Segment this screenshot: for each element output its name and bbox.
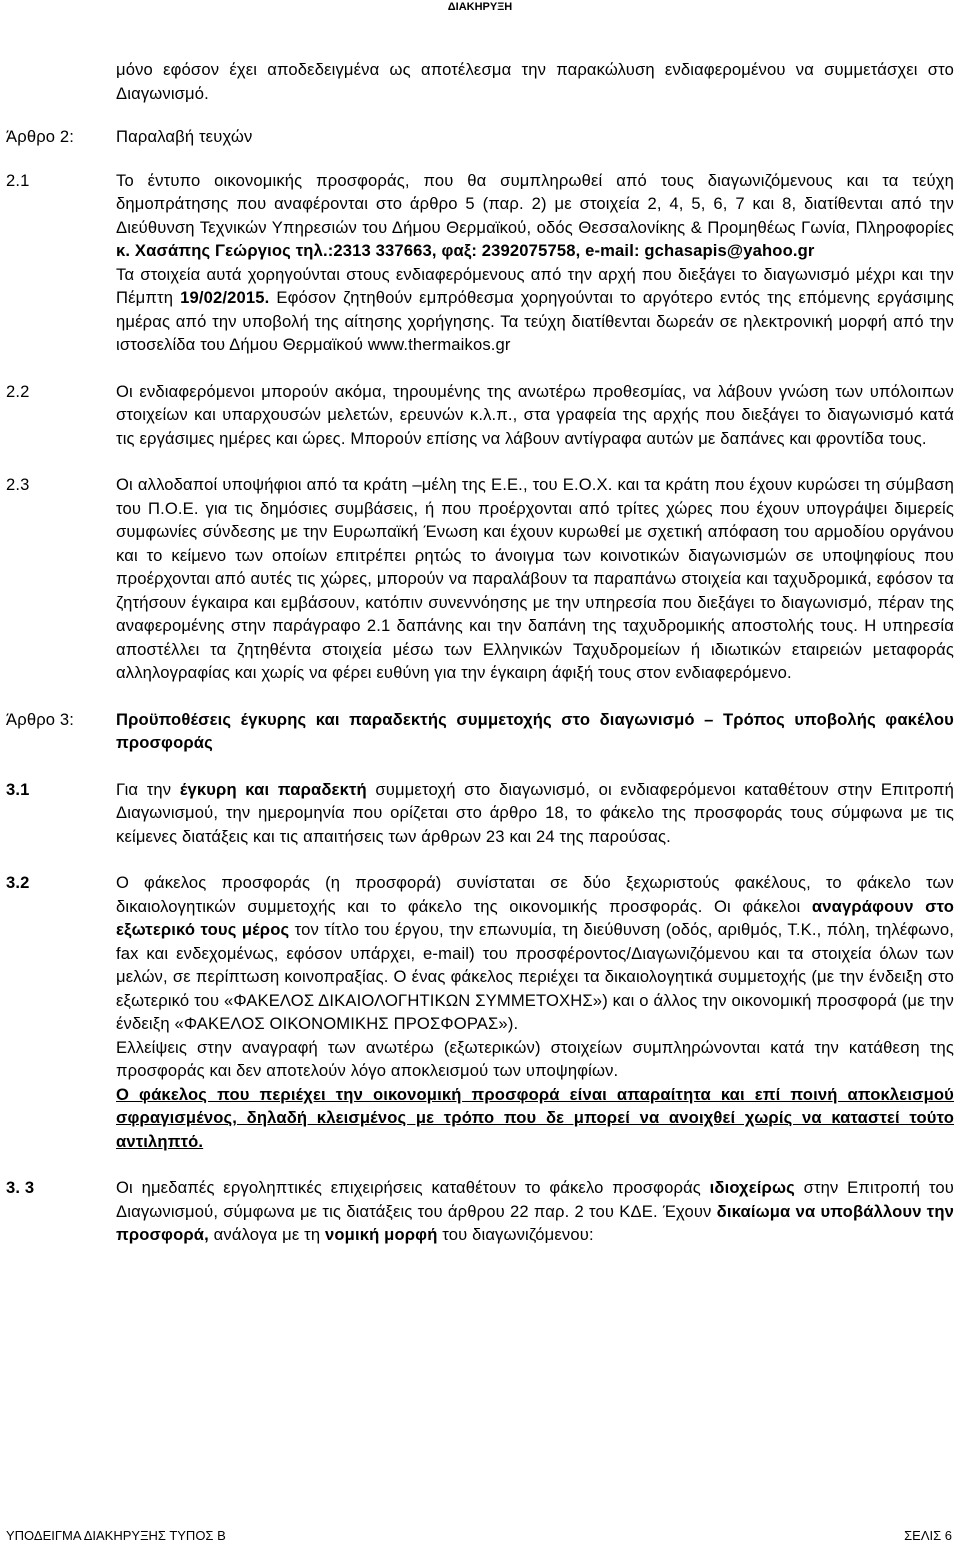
paragraph: Οι ημεδαπές εργοληπτικές επιχειρήσεις καταθέτουν το φάκελο προσφοράς ιδιοχείρως στην Επιτροπή του Διαγωνισμού, σύμφωνα με τις διατάξεις του άρθρου 22 παρ. 2 του ΚΔΕ. Έχουν δικαίωμα να υποβάλλουν την προσφορά, ανάλογα με τη νομική μορφή του διαγωνιζόμενου:	[116, 1178, 954, 1244]
article-3-label: Άρθρο 3:	[6, 709, 75, 729]
section-2-3	[6, 473, 954, 685]
section-3-3	[6, 1176, 954, 1247]
paragraph: Οι ενδιαφερόμενοι μπορούν ακόμα, τηρουμένης της ανωτέρω προθεσμίας, να λάβουν γνώση των υπόλοιπων στοιχείων και υπαρχουσών μελετών, ερευνών κ.λ.π., στα γραφεία της αρχής που διεξάγει το διαγωνισμό κατά τις εργάσιμες ημέρες και ώρες. Μπορούν επίσης να λάβουν αντίγραφα αυτών με δαπάνες και φροντίδα τους.	[116, 381, 954, 448]
paragraph: Το έντυπο οικονομικής προσφοράς, που θα συμπληρωθεί από τους διαγωνιζόμενους και τα τεύχη δημοπράτησης που αναφέρονται στο άρθρο 5 (παρ. 2) με στοιχεία 2, 4, 5, 6, 7 και 8, διατίθενται από την Διεύθυνση Τεχνικών Υπηρεσιών του Δήμου Θερμαϊκού, οδός Θεσσαλονίκης & Προμηθέως Γωνία, Πληροφορίες κ. Χασάπης Γεώργιος τηλ.:2313 337663, φαξ: 2392075758, e-mail: gchasapis@yahoo.gr	[116, 170, 954, 260]
section-number: 2.2	[6, 381, 30, 401]
section-number: 2.3	[6, 475, 30, 494]
article-2-heading	[6, 125, 954, 149]
section-2-1	[6, 169, 954, 357]
article-2-title: Παραλαβή τευχών	[116, 127, 253, 146]
paragraph: Για την έγκυρη και παραδεκτή συμμετοχή στο διαγωνισμό, οι ενδιαφερόμενοι καταθέτουν στην Επιτροπή Διαγωνισμού, την ημερομηνία που ορίζεται στο άρθρο 18, το φάκελο της προσφοράς τους σύμφωνα με τις κείμενες διατάξεις και τις απαιτήσεις των άρθρων 23 και 24 της παρούσας.	[116, 779, 954, 846]
section-3-2	[6, 871, 954, 1153]
article-3-heading	[6, 708, 954, 755]
section-2-2	[6, 380, 954, 451]
paragraph: Ελλείψεις στην αναγραφή των ανωτέρω (εξωτερικών) στοιχείων συμπληρώνονται κατά την κατάθεση της προσφοράς και δεν αποτελούν λόγο αποκλεισμού των υποψηφίων.	[116, 1037, 954, 1080]
intro-text: μόνο εφόσον έχει αποδεδειγμένα ως αποτέλεσμα την παρακώλυση ενδιαφερομένου να συμμετάσχει στο Διαγωνισμό.	[116, 60, 954, 103]
section-number: 2.1	[6, 170, 30, 190]
contact-info: κ. Χασάπης Γεώργιος τηλ.:2313 337663, φαξ: 2392075758, e-mail: gchasapis@yahoo.gr	[116, 241, 815, 260]
article-2-label: Άρθρο 2:	[6, 127, 75, 146]
section-3-1	[6, 778, 954, 849]
paragraph-emphasis: Ο φάκελος που περιέχει την οικονομική προσφορά είναι απαραίτητα και επί ποινή αποκλεισμού σφραγισμένος, δηλαδή κλεισμένος με τρόπο που δε μπορεί να ανοιχθεί χωρίς να καταστεί τούτο αντιληπτό.	[116, 1084, 954, 1151]
footer-page-number: ΣΕΛΙΣ 6	[904, 1528, 952, 1543]
document-body	[0, 58, 960, 1247]
section-number: 3. 3	[6, 1178, 35, 1197]
intro-paragraph	[6, 58, 954, 105]
paragraph: Τα στοιχεία αυτά χορηγούνται στους ενδιαφερόμενους από την αρχή που διεξάγει το διαγωνισμό μέχρι και την Πέμπτη 19/02/2015. Εφόσον ζητηθούν εμπρόθεσμα χορηγούνται το αργότερο εντός της επόμενης εργάσιμης ημέρας από την υποβολή της αίτησης χορήγησης. Τα τεύχη διατίθενται δωρεάν σε ηλεκτρονική μορφή από την ιστοσελίδα του Δήμου Θερμαϊκού www.thermaikos.gr	[116, 264, 954, 354]
page-footer	[6, 1528, 952, 1544]
section-number: 3.1	[6, 779, 30, 799]
section-number: 3.2	[6, 873, 30, 892]
deadline-date: 19/02/2015.	[180, 288, 270, 307]
paragraph: Ο φάκελος προσφοράς (η προσφορά) συνίσταται σε δύο ξεχωριστούς φακέλους, το φάκελο των δικαιολογητικών συμμετοχής και το φάκελο της οικονομικής προσφοράς. Οι φάκελοι αναγράφουν στο εξωτερικό τους μέρος τον τίτλο του έργου, την επωνυμία, τη διεύθυνση (οδός, αριθμός, Τ.Κ., πόλη, τηλέφωνο, fax και ενδεχομένως, εφόσον υπάρχει, e-mail) του προσφέροντος/Διαγωνιζόμενου και τα στοιχεία όλων των μελών, σε περίπτωση κοινοπραξίας. Ο ένας φάκελος περιέχει τα δικαιολογητικά συμμετοχής (με την ένδειξη στο εξωτερικό του «ΦΑΚΕΛΟΣ ΔΙΚΑΙΟΛΟΓΗΤΙΚΩΝ ΣΥΜΜΕΤΟΧΗΣ») και ο άλλος την οικονομική προσφορά (με την ένδειξη «ΦΑΚΕΛΟΣ ΟΙΚΟΝΟΜΙΚΗΣ ΠΡΟΣΦΟΡΑΣ»).	[116, 873, 954, 1033]
article-3-title: Προϋποθέσεις έγκυρης και παραδεκτής συμμετοχής στο διαγωνισμό – Τρόπος υποβολής φακέλου προσφοράς	[116, 709, 954, 752]
footer-document-title: ΥΠΟΔΕΙΓΜΑ ΔΙΑΚΗΡΥΞΗΣ ΤΥΠΟΣ Β	[6, 1528, 226, 1543]
page-header: ΔΙΑΚΗΡΥΞΗ	[447, 1, 513, 13]
paragraph: Οι αλλοδαποί υποψήφιοι από τα κράτη –μέλη της Ε.Ε., του Ε.Ο.Χ. και τα κράτη που έχουν κυρώσει τη σύμβαση του Π.Ο.Ε. για τις δημόσιες συμβάσεις, ή που προέρχονται από τρίτες χώρες που έχουν υπογράψει διμερείς συμφωνίες σύνδεσης με την Ευρωπαϊκή Ένωση και έχουν κυρωθεί με σχετική απόφαση του αρμοδίου οργάνου και το κείμενο των οποίων επιτρέπει ρητώς το άνοιγμα των κοινοτικών διαγωνισμών σε υποψηφίους που προέρχονται από αυτές τις χώρες, μπορούν να παραλάβουν τα παραπάνω στοιχεία και ταχυδρομικά, εφόσον τα ζητήσουν έγκαιρα και εμβάσουν, κατόπιν συνεννόησης με την υπηρεσία που διεξάγει το διαγωνισμό, πέραν της αναφερομένης στην παράγραφο 2.1 δαπάνης και την δαπάνη της ταχυδρομικής αποστολής τους. Η υπηρεσία αποστέλλει τα ζητηθέντα στοιχεία μέσω των Ελληνικών Ταχυδρομείων ή ιδιωτικών εταιρειών μεταφοράς αλληλογραφίας και χωρίς να φέρει ευθύνη για την έγκαιρη άφιξή τους στον ενδιαφερόμενο.	[116, 475, 954, 682]
